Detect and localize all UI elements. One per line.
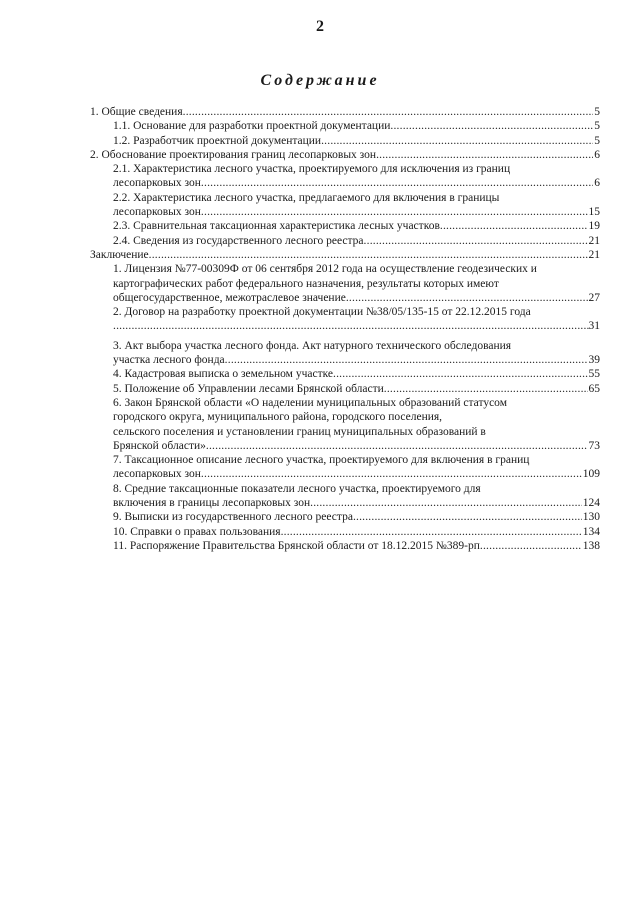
toc-page-number: 19 [588, 220, 600, 233]
toc-entry-text: лесопарковых зон [113, 468, 201, 481]
toc-entry-text: 2.1. Характеристика лесного участка, проектируемого для исключения из границ [113, 163, 511, 176]
toc-entry[interactable] [90, 234, 600, 248]
dot-leader [225, 353, 588, 367]
toc-entry-text: 1. Общие сведения [90, 106, 183, 118]
toc-entry-text: лесопарковых зон [113, 177, 201, 190]
toc-page-number: 27 [588, 291, 600, 304]
toc-entry[interactable] [90, 248, 600, 262]
toc-page-number: 73 [588, 439, 600, 452]
toc-page-number: 55 [588, 368, 600, 381]
toc-page-number: 21 [588, 234, 600, 247]
toc-entry-text: 3. Акт выбора участка лесного фонда. Акт натурного технического обследования [113, 339, 512, 352]
dot-leader [321, 134, 593, 148]
toc-entry[interactable] [90, 219, 600, 233]
toc-entry-text: включения в границы лесопарковых зон [113, 497, 311, 510]
toc-entry-text: 2. Обоснование проектирования границ лесопарковых зон [90, 148, 377, 161]
dot-leader [376, 148, 593, 162]
page-number: 2 [316, 18, 324, 35]
toc-entry-text: 1.1. Основание для разработки проектной документации [113, 120, 391, 133]
toc-entry[interactable] [90, 119, 600, 133]
toc-entry-text: 2.2. Характеристика лесного участка, предлагаемого для включения в границы [113, 191, 500, 204]
toc-page-number: 109 [582, 468, 600, 481]
toc-entry-text: 10. Справки о правах пользования [113, 525, 281, 538]
toc-entry[interactable] [90, 105, 600, 119]
dot-leader [201, 176, 593, 190]
toc-entry-text: сельского поселения и установлении границ муниципальных образований в [113, 425, 486, 438]
toc-entry-text: 6. Закон Брянской области «О наделении муниципальных образований статусом [113, 396, 507, 409]
toc-entry[interactable] [90, 191, 600, 220]
toc-entry[interactable] [90, 262, 600, 305]
dot-leader [149, 248, 588, 262]
toc-entry[interactable] [90, 134, 600, 148]
toc-entry[interactable] [90, 148, 600, 162]
toc-entry-text: 8. Средние таксационные показатели лесного участка, проектируемого для [113, 482, 481, 495]
toc-page-number: 39 [588, 354, 600, 367]
toc-entry[interactable] [90, 339, 600, 368]
toc-page-number: 134 [582, 525, 600, 538]
dot-leader [384, 382, 588, 396]
dot-leader [201, 467, 582, 481]
toc-entry-text: городского округа, муниципального района, городского поселения, [113, 411, 443, 424]
toc-page-number: 6 [594, 177, 600, 190]
dot-leader [440, 219, 588, 233]
toc-entry[interactable] [90, 162, 600, 191]
toc-entry-text: 11. Распоряжение Правительства Брянской области от 18.12.2015 №389-рп [113, 539, 480, 552]
toc-entry-text: Брянской области» [113, 439, 206, 452]
toc-title: Содержание [260, 72, 380, 89]
toc-entry-text: Заключение [90, 248, 149, 261]
dot-leader [390, 119, 593, 133]
dot-leader [281, 525, 582, 539]
toc-entry[interactable] [90, 539, 600, 553]
toc-entry-text: 1. Лицензия №77-00309Ф от 06 сентября 2012 года на осуществление геодезических и [113, 263, 537, 276]
toc-page-number: 21 [588, 248, 600, 261]
dot-leader [480, 539, 582, 553]
toc-entry-text: 1.2. Разработчик проектной документации [113, 134, 322, 147]
dot-leader [333, 367, 587, 381]
dot-leader [201, 205, 588, 219]
toc-entry[interactable] [90, 305, 600, 334]
dot-leader [346, 291, 588, 305]
toc-entry[interactable] [90, 453, 600, 482]
toc-entry[interactable] [90, 510, 600, 524]
toc-entry[interactable] [90, 482, 600, 511]
toc-page-number: 130 [582, 511, 600, 524]
toc-page-number: 15 [588, 206, 600, 219]
toc-entry-text: 7. Таксационное описание лесного участка, проектируемого для включения в границ [113, 454, 530, 467]
toc-entry[interactable] [90, 382, 600, 396]
toc-entry-text: картографических работ федерального назначения, результаты которых имеют [113, 277, 499, 290]
dot-leader [353, 510, 582, 524]
toc-entry-text: общегосударственное, межотраслевое значение [113, 291, 346, 304]
table-of-contents [90, 105, 600, 553]
toc-entry-text: участка лесного фонда [113, 354, 225, 367]
toc-page-number: 5 [594, 134, 600, 147]
toc-entry-text: лесопарковых зон [113, 206, 201, 219]
toc-page-number: 5 [594, 106, 600, 118]
toc-page-number: 65 [588, 382, 600, 395]
toc-entry-text: 5. Положение об Управлении лесами Брянской области [113, 382, 384, 395]
toc-page-number: 6 [594, 148, 600, 161]
toc-page-number: 31 [588, 320, 600, 333]
toc-entry[interactable] [90, 525, 600, 539]
dot-leader [206, 439, 588, 453]
dot-leader [364, 234, 588, 248]
toc-entry-text: 2.4. Сведения из государственного лесного реестра [113, 234, 364, 247]
dot-leader [183, 105, 594, 119]
dot-leader [113, 319, 589, 333]
toc-page-number: 5 [594, 120, 600, 133]
toc-entry-text: 9. Выписки из государственного лесного реестра [113, 511, 353, 524]
toc-entry[interactable] [90, 396, 600, 453]
dot-leader [310, 496, 582, 510]
toc-entry-text: 2. Договор на разработку проектной документации №38/05/135-15 от 22.12.2015 года [113, 306, 531, 319]
toc-page-number: 138 [582, 539, 600, 552]
toc-entry-text: 2.3. Сравнительная таксационная характеристика лесных участков [113, 220, 440, 233]
toc-entry-text: 4. Кадастровая выписка о земельном участке [113, 368, 334, 381]
toc-page-number: 124 [582, 497, 600, 510]
toc-entry[interactable] [90, 367, 600, 381]
